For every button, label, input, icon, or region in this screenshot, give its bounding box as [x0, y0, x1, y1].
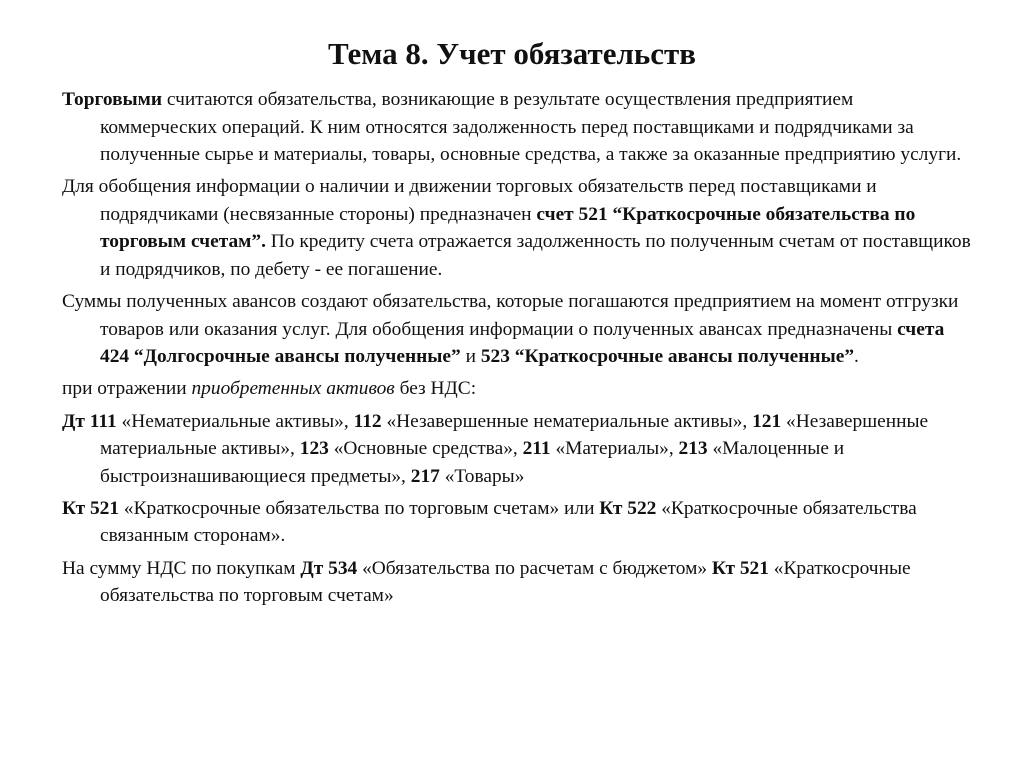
text-segment: 217 [410, 465, 440, 487]
text-segment: «Краткосрочные обязательства по торговым счетам» [100, 557, 911, 607]
text-segment: счет 521 “Краткосрочные обязательства по торговым счетам”. [100, 203, 916, 253]
slide-body [62, 86, 972, 614]
text-segment: «Краткосрочные обязательства связанным сторонам». [100, 497, 917, 547]
text-segment: «Товары» [439, 465, 525, 487]
text-segment: при отражении [62, 378, 192, 400]
text-segment: 213 [678, 438, 708, 460]
text-segment: Суммы полученных авансов создают обязательства, которые погашаются предприятием на момент отгрузки товаров или оказания услуг. Для обобщения информации о полученных авансах предназначены [62, 291, 959, 340]
text-segment: 121 [752, 410, 782, 432]
text-segment: «Незавершенные материальные активы», [100, 410, 929, 460]
text-segment: Дт 534 [300, 557, 358, 579]
text-segment: счета 424 “Долгосрочные авансы полученные” [100, 318, 945, 368]
paragraph-advances [62, 288, 972, 371]
text-segment: «Незавершенные нематериальные активы», [381, 410, 753, 432]
text-segment: Кт 522 [599, 497, 657, 519]
text-segment: приобретенных активов [191, 378, 395, 400]
text-segment: . [854, 346, 859, 368]
text-segment: и [460, 346, 481, 368]
text-segment: «Основные средства», [328, 438, 523, 460]
text-segment: Торговыми [62, 89, 163, 110]
text-segment: 112 [353, 410, 382, 432]
paragraph-credit [62, 495, 972, 550]
text-segment: Для обобщения информации о наличии и движении торговых обязательств перед поставщиками и подрядчиками (несвязанные стороны) предназначен [62, 176, 877, 225]
paragraph-account-521 [62, 173, 972, 283]
text-segment: Дт 111 [62, 410, 117, 432]
paragraph-vat [62, 555, 972, 610]
text-segment: Кт 521 [62, 497, 120, 519]
text-segment: «Нематериальные активы», [116, 410, 354, 432]
text-segment: считаются обязательства, возникающие в результате осуществления предприятием коммерческих операций. К ним относятся задолженность перед поставщиками и подрядчиками за полученные сырье и материалы, товары, основные средства, а также за оказанные предприятию услуги. [100, 89, 962, 166]
text-segment: 211 [522, 438, 551, 460]
paragraph-without-vat [62, 375, 972, 403]
page-title: Тема 8. Учет обязательств [327, 36, 697, 71]
text-segment: На сумму НДС по покупкам [62, 557, 301, 579]
text-segment: Кт 521 [711, 557, 769, 579]
paragraph-trade [62, 86, 972, 169]
text-segment: 123 [299, 438, 329, 460]
paragraph-debit [62, 408, 972, 491]
text-segment: «Обязательства по расчетам с бюджетом» [357, 557, 712, 579]
text-segment: 523 “Краткосрочные авансы полученные” [480, 346, 855, 368]
text-segment: без НДС: [394, 378, 477, 400]
text-segment: По кредиту счета отражается задолженность по полученным счетам от поставщиков и подрядчиков, по дебету - ее погашение. [100, 231, 971, 281]
text-segment: «Материалы», [550, 438, 679, 460]
text-segment: «Краткосрочные обязательства по торговым счетам» или [119, 497, 600, 519]
text-segment: «Малоценные и быстроизнашивающиеся предметы», [100, 438, 845, 487]
